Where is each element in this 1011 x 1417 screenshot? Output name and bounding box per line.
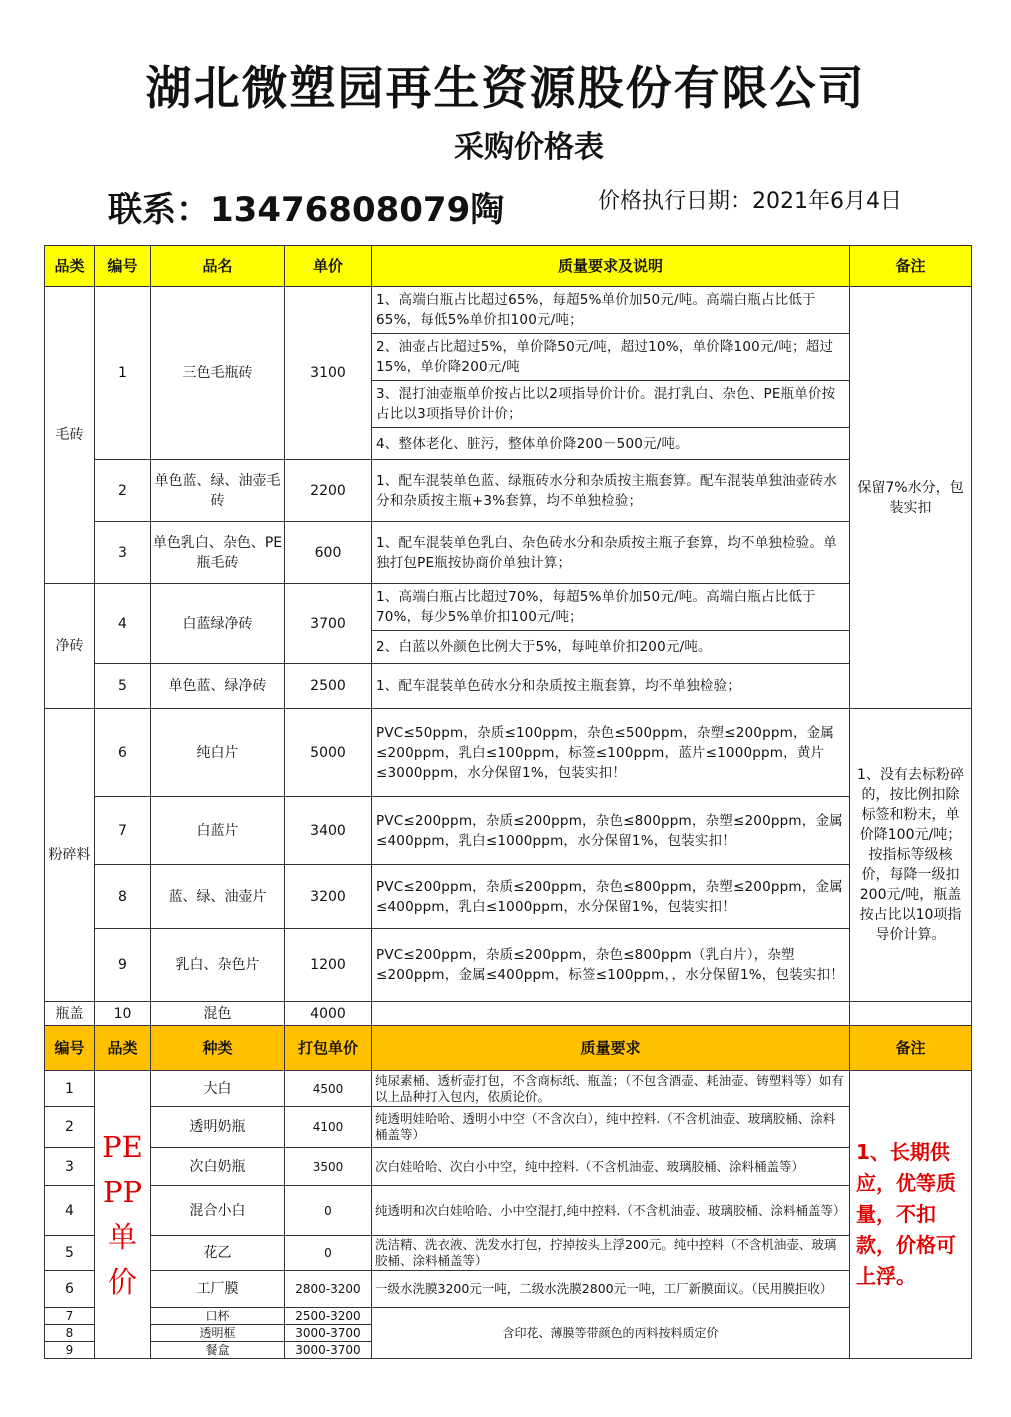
pack-price: 4500	[285, 1071, 372, 1107]
row-number: 3	[45, 1148, 95, 1186]
category-pe-pp-unit-price	[95, 1071, 151, 1359]
quality-note: 1、配车混装单色砖水分和杂质按主瓶套算，均不单独检验；	[372, 664, 850, 709]
quality-note	[372, 1002, 850, 1026]
kind-name: 工厂膜	[151, 1271, 285, 1308]
kind-name: 口杯	[151, 1308, 285, 1325]
unit-price: 5000	[285, 709, 372, 797]
price-table-bottles	[44, 245, 972, 1026]
product-name: 单色蓝、绿、油壶毛砖	[151, 460, 285, 522]
price-table-pe-pp	[44, 1025, 972, 1359]
kind-name: 透明框	[151, 1325, 285, 1342]
row-number: 8	[95, 865, 151, 929]
unit-price: 3200	[285, 865, 372, 929]
header-quality-requirements: 质量要求	[372, 1026, 850, 1071]
header-pack-price: 打包单价	[285, 1026, 372, 1071]
quality-note: 3、混打油壶瓶单价按占比以2项指导价计价。混打乳白、杂色、PE瓶单价按占比以3项指导价计价；	[372, 381, 850, 428]
row-number: 4	[45, 1186, 95, 1236]
quality-note: 纯透明娃哈哈、透明小中空（不含次白），纯中控料.（不含机油壶、玻璃胶桶、涂料桶盖等）	[372, 1107, 850, 1148]
category-line: PE	[102, 1129, 143, 1164]
kind-name: 混合小白	[151, 1186, 285, 1236]
kind-name: 花乙	[151, 1236, 285, 1271]
unit-price: 3700	[285, 584, 372, 664]
unit-price: 2500	[285, 664, 372, 709]
row-number: 5	[95, 664, 151, 709]
row-number: 2	[45, 1107, 95, 1148]
header-category: 品类	[95, 1026, 151, 1071]
company-title: 湖北微塑园再生资源股份有限公司	[145, 61, 866, 115]
header-category: 品类	[45, 246, 95, 287]
category-maozhuan: 毛砖	[45, 287, 95, 584]
header-product-name: 品名	[151, 246, 285, 287]
unit-price: 2200	[285, 460, 372, 522]
pack-price: 0	[285, 1186, 372, 1236]
header-number: 编号	[95, 246, 151, 287]
category-line: 单	[107, 1219, 137, 1254]
category-fensuiliao: 粉碎料	[45, 709, 95, 1002]
unit-price: 1200	[285, 929, 372, 1002]
product-name: 蓝、绿、油壶片	[151, 865, 285, 929]
product-name: 单色蓝、绿净砖	[151, 664, 285, 709]
quality-note: 1、配车混装单色蓝、绿瓶砖水分和杂质按主瓶套算。配车混装单独油壶砖水分和杂质按主瓶+3%套算，均不单独检验；	[372, 460, 850, 522]
remark-long-term-supply: 1、长期供应，优等质量，不扣款，价格可上浮。	[850, 1071, 972, 1359]
row-number: 4	[95, 584, 151, 664]
product-name: 纯白片	[151, 709, 285, 797]
quality-note-merged: 含印花、薄膜等带颜色的丙料按料质定价	[372, 1308, 850, 1359]
product-name: 白蓝片	[151, 797, 285, 865]
row-number: 2	[95, 460, 151, 522]
header-kind: 种类	[151, 1026, 285, 1071]
product-name: 白蓝绿净砖	[151, 584, 285, 664]
header-quality-requirements: 质量要求及说明	[372, 246, 850, 287]
quality-note: PVC≤50ppm，杂质≤100ppm，杂色≤500ppm，杂塑≤200ppm，金属≤200ppm，乳白≤100ppm，标签≤100ppm，蓝片≤1000ppm，黄片≤3000ppm，水分保留1%，包装实扣！	[372, 709, 850, 797]
pack-price: 3000-3700	[285, 1325, 372, 1342]
row-number: 1	[45, 1071, 95, 1107]
product-name: 单色乳白、杂色、PE瓶毛砖	[151, 522, 285, 584]
row-number: 9	[45, 1342, 95, 1359]
row-number: 7	[45, 1308, 95, 1325]
category-line: PP	[102, 1174, 143, 1209]
pack-price: 3000-3700	[285, 1342, 372, 1359]
remark-bricks: 保留7%水分，包装实扣	[850, 287, 972, 709]
quality-note: 4、整体老化、脏污，整体单价降200－500元/吨。	[372, 428, 850, 460]
row-number: 1	[95, 287, 151, 460]
pack-price: 3500	[285, 1148, 372, 1186]
row-number: 9	[95, 929, 151, 1002]
row-number: 3	[95, 522, 151, 584]
quality-note: 一级水洗膜3200元一吨，二级水洗膜2800元一吨，工厂新膜面议。（民用膜拒收）	[372, 1271, 850, 1308]
header-remarks: 备注	[850, 1026, 972, 1071]
header-remarks: 备注	[850, 246, 972, 287]
quality-note: 2、白蓝以外颜色比例大于5%，每吨单价扣200元/吨。	[372, 631, 850, 664]
quality-note: 纯尿素桶、透析壶打包，不含商标纸、瓶盖；（不包含酒壶、耗油壶、铸塑料等）如有以上品种打入包内，依质论价。	[372, 1071, 850, 1107]
page-subtitle: 采购价格表	[454, 130, 604, 165]
header-number: 编号	[45, 1026, 95, 1071]
category-line: 价	[107, 1264, 137, 1299]
row-number: 6	[95, 709, 151, 797]
kind-name: 大白	[151, 1071, 285, 1107]
category-pinggai: 瓶盖	[45, 1002, 95, 1026]
row-number: 5	[45, 1236, 95, 1271]
category-jingzhuan: 净砖	[45, 584, 95, 709]
quality-note: PVC≤200ppm，杂质≤200ppm，杂色≤800ppm，杂塑≤200ppm，金属≤400ppm，乳白≤1000ppm，水分保留1%，包装实扣！	[372, 865, 850, 929]
remark-empty	[850, 1002, 972, 1026]
row-number: 10	[95, 1002, 151, 1026]
quality-note: 纯透明和次白娃哈哈、小中空混打,纯中控料.（不含机油壶、玻璃胶桶、涂料桶盖等）	[372, 1186, 850, 1236]
pack-price: 2500-3200	[285, 1308, 372, 1325]
header-unit-price: 单价	[285, 246, 372, 287]
unit-price: 600	[285, 522, 372, 584]
quality-note: 1、配车混装单色乳白、杂色砖水分和杂质按主瓶子套算，均不单独检验。单独打包PE瓶按协商价单独计算；	[372, 522, 850, 584]
pack-price: 2800-3200	[285, 1271, 372, 1308]
pack-price: 4100	[285, 1107, 372, 1148]
unit-price: 3100	[285, 287, 372, 460]
unit-price: 4000	[285, 1002, 372, 1026]
kind-name: 餐盒	[151, 1342, 285, 1359]
kind-name: 次白奶瓶	[151, 1148, 285, 1186]
quality-note: 次白娃哈哈、次白小中空，纯中控料.（不含机油壶、玻璃胶桶、涂料桶盖等）	[372, 1148, 850, 1186]
effective-date: 价格执行日期：2021年6月4日	[598, 189, 902, 214]
row-number: 7	[95, 797, 151, 865]
quality-note: PVC≤200ppm，杂质≤200ppm，杂色≤800ppm，杂塑≤200ppm，金属≤400ppm，乳白≤1000ppm，水分保留1%，包装实扣！	[372, 797, 850, 865]
product-name: 三色毛瓶砖	[151, 287, 285, 460]
product-name: 乳白、杂色片	[151, 929, 285, 1002]
remark-flakes: 1、没有去标粉碎的，按比例扣除标签和粉末，单价降100元/吨；按指标等级核价，每降一级扣200元/吨，瓶盖按占比以10项指导价计算。	[850, 709, 972, 1002]
product-name: 混色	[151, 1002, 285, 1026]
quality-note: 1、高端白瓶占比超过65%，每超5%单价加50元/吨。高端白瓶占比低于65%，每低5%单价扣100元/吨；	[372, 287, 850, 334]
quality-note: 1、高端白瓶占比超过70%，每超5%单价加50元/吨。高端白瓶占比低于70%，每少5%单价扣100元/吨；	[372, 584, 850, 631]
row-number: 6	[45, 1271, 95, 1308]
unit-price: 3400	[285, 797, 372, 865]
row-number: 8	[45, 1325, 95, 1342]
pack-price: 0	[285, 1236, 372, 1271]
quality-note: 洗洁精、洗衣液、洗发水打包，拧掉按头上浮200元。纯中控料（不含机油壶、玻璃胶桶、涂料桶盖等）	[372, 1236, 850, 1271]
quality-note: 2、油壶占比超过5%，单价降50元/吨，超过10%，单价降100元/吨；超过15%，单价降200元/吨	[372, 334, 850, 381]
quality-note: PVC≤200ppm，杂质≤200ppm，杂色≤800ppm（乳白片），杂塑≤200ppm，金属≤400ppm，标签≤100ppm，，水分保留1%，包装实扣！	[372, 929, 850, 1002]
contact-info: 联系：13476808079陶	[108, 190, 505, 230]
kind-name: 透明奶瓶	[151, 1107, 285, 1148]
